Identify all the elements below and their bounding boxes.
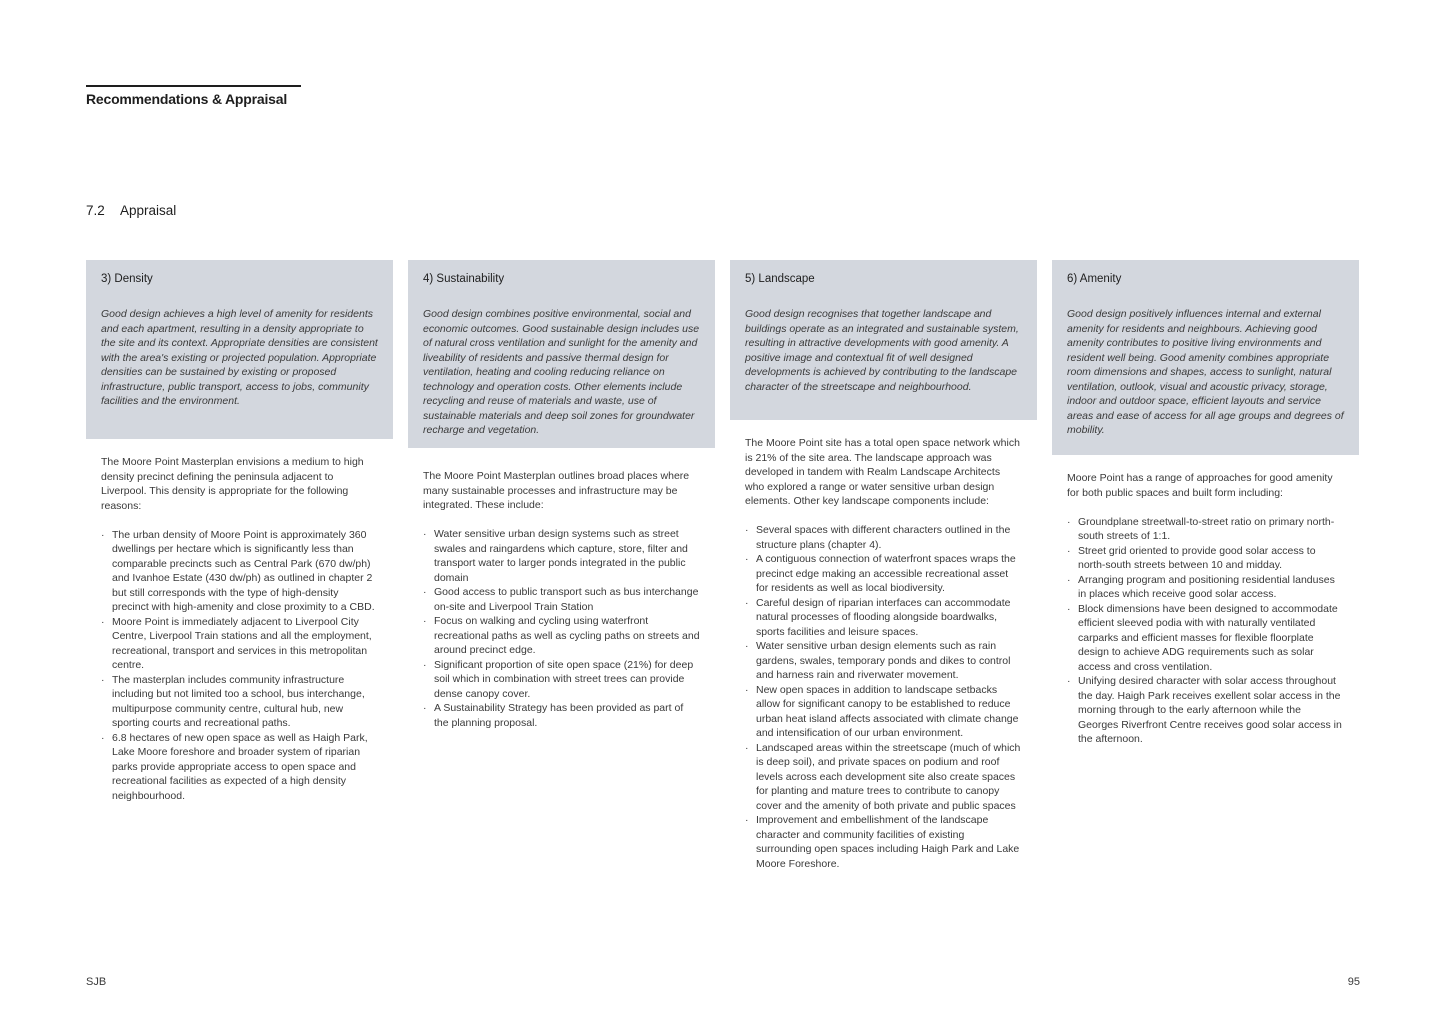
list-item: · The urban density of Moore Point is approximately 360 dwellings per hectare which is significantly less than comparable precincts such as Central Park (670 dw/ph) and Ivanhoe Estate (430 dw/ph) as outlined in chapter 2 but still corresponds with the type of high-density precinct with high-amenity and close proximity to a CBD. [101, 528, 378, 615]
list-item: · Unifying desired character with solar access throughout the day. Haigh Park receives exellent solar access in the morning through to the early afternoon while the Georges Riverfront Centre receives good solar access in the afternoon. [1067, 674, 1344, 747]
principle-text: Good design positively influences internal and external amenity for residents and neighbours. Achieving good amenity contributes to positive living environments and resident well being. Good amenity combines appropriate room dimensions and shapes, access to sunlight, natural ventilation, outlook, visual and acoustic privacy, storage, indoor and outdoor space, efficient layouts and service areas and ease of access for all age groups and degrees of mobility. [1067, 308, 1344, 436]
column-body [408, 469, 715, 730]
bullet-list [423, 527, 700, 730]
list-item: · Improvement and embellishment of the landscape character and community facilities of existing surrounding open spaces including Haigh Park and Lake Moore Foreshore. [745, 813, 1022, 871]
list-item: · Moore Point is immediately adjacent to Liverpool City Centre, Liverpool Train stations and all the employment, recreational, transport and services in this metropolitan centre. [101, 615, 378, 673]
list-item: · Arranging program and positioning residential landuses in places which receive good solar access. [1067, 573, 1344, 602]
principle-text: Good design combines positive environmental, social and economic outcomes. Good sustainable design includes use of natural cross ventilation and sunlight for the amenity and liveability of residents and passive thermal design for ventilation, heating and cooling reducing reliance on technology and operation costs. Other elements include recycling and reuse of materials and waste, use of sustainable materials and deep soil zones for groundwater recharge and vegetation. [423, 308, 700, 436]
list-item: · Groundplane streetwall-to-street ratio on primary north-south streets of 1:1. [1067, 515, 1344, 544]
section-heading [86, 203, 176, 218]
intro-paragraph: The Moore Point Masterplan outlines broad places where many sustainable processes and infrastructure may be integrated. These include: [423, 470, 690, 511]
list-item: · A contiguous connection of waterfront spaces wraps the precinct edge making an accessible recreational asset for residents as well as local biodiversity. [745, 552, 1022, 596]
column-density [86, 260, 393, 803]
bullet-list [745, 523, 1022, 871]
column-amenity [1052, 260, 1359, 747]
intro-paragraph: Moore Point has a range of approaches for good amenity for both public spaces and built form including: [1067, 472, 1333, 499]
document-header-title: Recommendations & Appraisal [86, 91, 288, 107]
list-item: · Street grid oriented to provide good solar access to north-south streets between 10 and midday. [1067, 544, 1344, 573]
principle-title: 3) Density [101, 273, 153, 285]
list-item: · New open spaces in addition to landscape setbacks allow for significant canopy to be established to reduce urban heat island affects associated with climate change and intensification of our urban environment. [745, 683, 1022, 741]
list-item: · Focus on walking and cycling using waterfront recreational paths as well as cycling paths on streets and around precinct edge. [423, 614, 700, 658]
section-title: Appraisal [120, 203, 177, 218]
page-number: 95 [1347, 976, 1360, 988]
bullet-list [101, 528, 378, 804]
list-item: · Water sensitive urban design systems such as street swales and raingardens which capture, store, filter and transport water to larger ponds integrated in the public domain [423, 527, 700, 585]
principle-title: 5) Landscape [745, 273, 815, 285]
list-item: · A Sustainability Strategy has been provided as part of the planning proposal. [423, 701, 700, 730]
principle-text: Good design recognises that together landscape and buildings operate as an integrated and sustainable system, resulting in attractive developments with good amenity. A positive image and contextual fit of well designed developments is achieved by contributing to the landscape character of the streetscape and neighbourhood. [745, 308, 1019, 393]
principle-box [86, 260, 393, 439]
column-body [86, 455, 393, 803]
column-body [730, 436, 1037, 871]
intro-paragraph: The Moore Point site has a total open space network which is 21% of the site area. The landscape approach was developed in tandem with Realm Landscape Architects who explored a range or water sensitive urban design elements. Other key landscape components include: [745, 437, 1020, 507]
principle-title: 6) Amenity [1067, 273, 1122, 285]
principle-box [1052, 260, 1359, 455]
list-item: · Block dimensions have been designed to accommodate efficient sleeved podia with with naturally ventilated carparks and efficient masses for flexible floorplate design to achieve ADG requirements such as solar access and cross ventilation. [1067, 602, 1344, 675]
bullet-list [1067, 515, 1344, 747]
principle-text: Good design achieves a high level of amenity for residents and each apartment, resulting in a density appropriate to the site and its context. Appropriate densities are consistent with the area's existing or projected population. Appropriate densities can be sustained by existing or proposed infrastructure, public transport, access to jobs, community facilities and the environment. [101, 308, 378, 407]
list-item: · 6.8 hectares of new open space as well as Haigh Park, Lake Moore foreshore and broader system of riparian parks provide appropriate access to open space and recreational facilities as expected of a high density neighbourhood. [101, 731, 378, 804]
principle-title: 4) Sustainability [423, 273, 505, 285]
principle-box [408, 260, 715, 448]
column-sustainability [408, 260, 715, 730]
list-item: · Careful design of riparian interfaces can accommodate natural processes of flooding alongside boardwalks, sports facilities and leisure spaces. [745, 596, 1022, 640]
list-item: · The masterplan includes community infrastructure including but not limited too a school, bus interchange, multipurpose community centre, cultural hub, new sporting courts and recreational paths. [101, 673, 378, 731]
column-landscape [730, 260, 1037, 871]
column-body [1052, 471, 1359, 747]
list-item: · Water sensitive urban design elements such as rain gardens, swales, temporary ponds and dikes to control and harness rain and riverwater movement. [745, 639, 1022, 683]
list-item: · Good access to public transport such as bus interchange on-site and Liverpool Train Station [423, 585, 700, 614]
principle-box [730, 260, 1037, 420]
footer-company: SJB [86, 976, 107, 988]
section-number: 7.2 [86, 203, 105, 218]
header-rule [86, 85, 301, 87]
list-item: · Landscaped areas within the streetscape (much of which is deep soil), and private spaces on podium and roof levels across each development site also create spaces for planting and mature trees to contribute to canopy cover and the amenity of both private and public spaces [745, 741, 1022, 814]
list-item: · Significant proportion of site open space (21%) for deep soil which in combination with street trees can provide dense canopy cover. [423, 658, 700, 702]
intro-paragraph: The Moore Point Masterplan envisions a medium to high density precinct defining the peninsula adjacent to Liverpool. This density is appropriate for the following reasons: [101, 456, 364, 512]
list-item: · Several spaces with different characters outlined in the structure plans (chapter 4). [745, 523, 1022, 552]
